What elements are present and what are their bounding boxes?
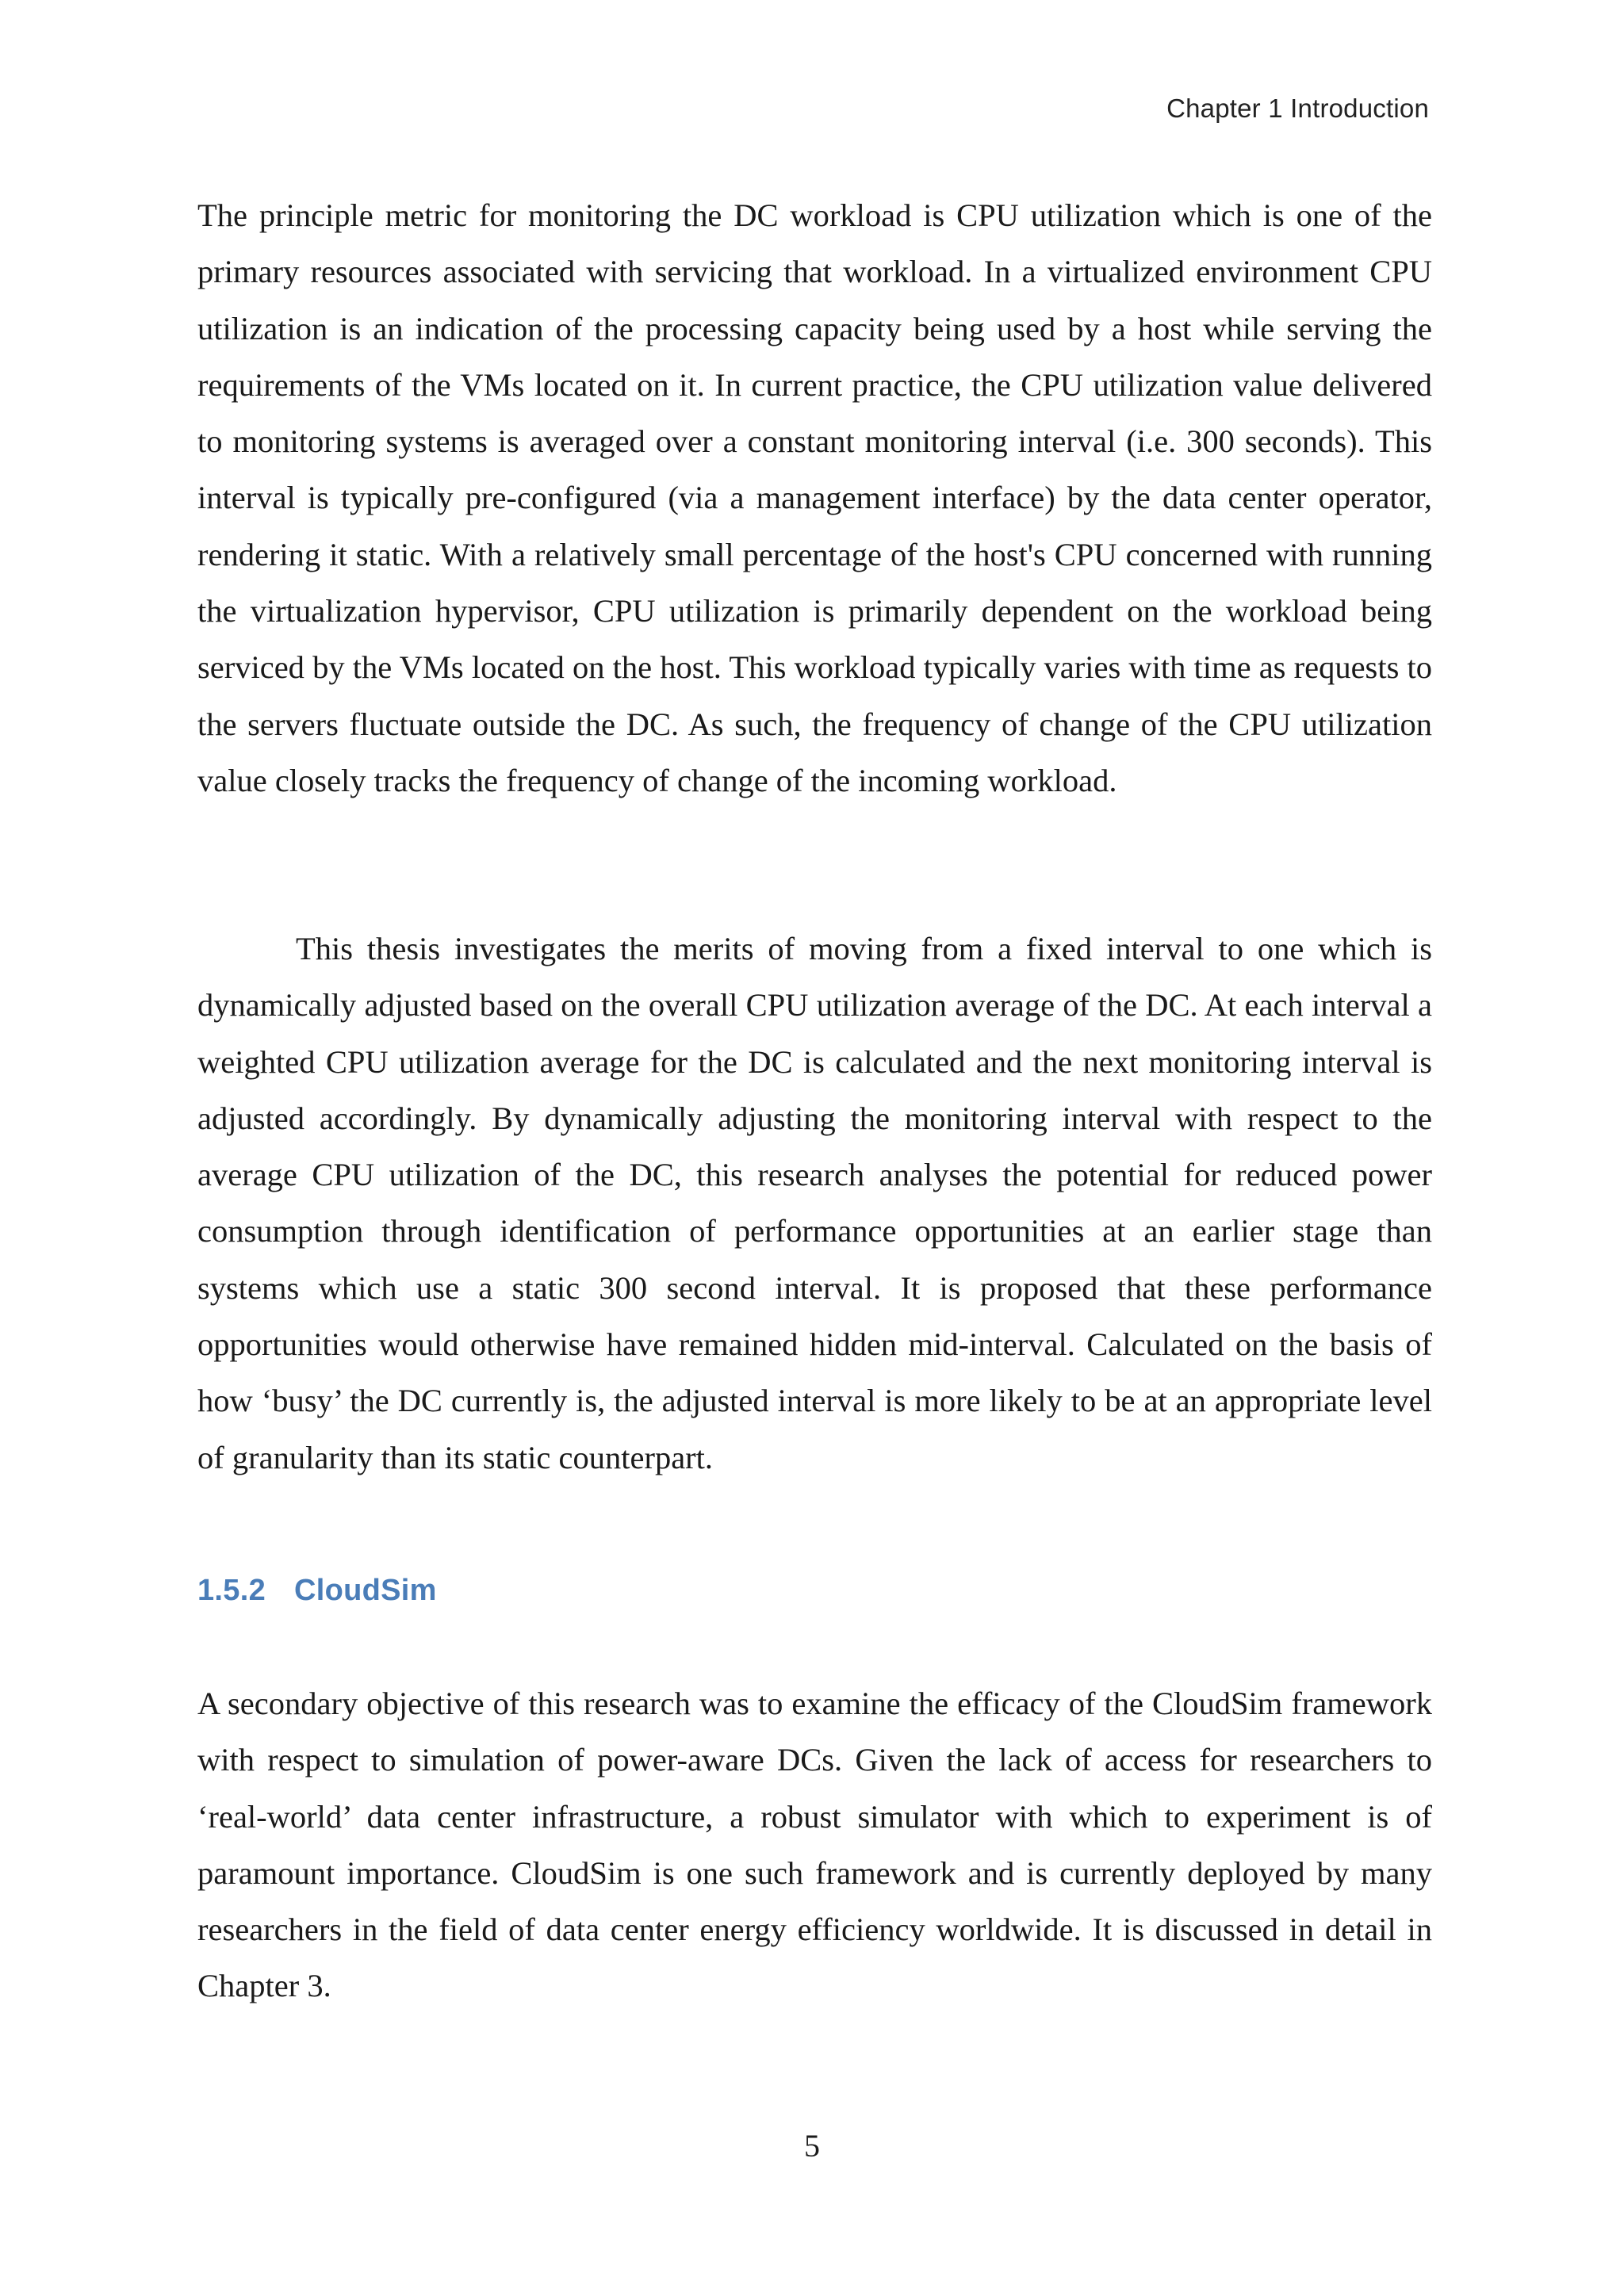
paragraph-thesis-investigation: This thesis investigates the merits of moving from a fixed interval to one which is dynamically adjusted based on the overall CPU utilization average of the DC. At each interval a weighted CPU utilization average for the DC is calculated and the next monitoring interval is adjusted accordingly. By dynamically adjusting the monitoring interval with respect to the average CPU utilization of the DC, this research analyses the potential for reduced power consumption through identification of performance opportunities at an earlier stage than systems which use a static 300 second interval. It is proposed that these performance opportunities would otherwise have remained hidden mid-interval. Calculated on the basis of how ‘busy’ the DC currently is, the adjusted interval is more likely to be at an appropriate level of granularity than its static counterpart. — [197, 931, 1432, 1475]
section-heading — [197, 1574, 437, 1608]
section-number: 1.5.2 — [197, 1574, 266, 1607]
page-number: 5 — [804, 2128, 820, 2164]
paragraph-monitoring-metric: The principle metric for monitoring the DC workload is CPU utilization which is one of the primary resources associated with servicing that workload. In a virtualized environment CPU utilization is an indication of the processing capacity being used by a host while serving the requirements of the VMs located on it. In current practice, the CPU utilization value delivered to monitoring systems is averaged over a constant monitoring interval (i.e. 300 seconds). This interval is typically pre-configured (via a management interface) by the data center operator, rendering it static. With a relatively small percentage of the host's CPU concerned with running the virtualization hypervisor, CPU utilization is primarily dependent on the workload being serviced by the VMs located on the host. This workload typically varies with time as requests to the servers fluctuate outside the DC. As such, the frequency of change of the CPU utilization value closely tracks the frequency of change of the incoming workload. — [197, 197, 1432, 798]
section-title: CloudSim — [294, 1574, 437, 1607]
paragraph-cloudsim-objective: A secondary objective of this research was to examine the efficacy of the CloudSim framework with respect to simulation of power-aware DCs. Given the lack of access for researchers to ‘real-world’ data center infrastructure, a robust simulator with which to experiment is of paramount importance. CloudSim is one such framework and is currently deployed by many researchers in the field of data center energy efficiency worldwide. It is discussed in detail in Chapter 3. — [197, 1686, 1432, 2004]
running-header: Chapter 1 Introduction — [1166, 94, 1429, 123]
